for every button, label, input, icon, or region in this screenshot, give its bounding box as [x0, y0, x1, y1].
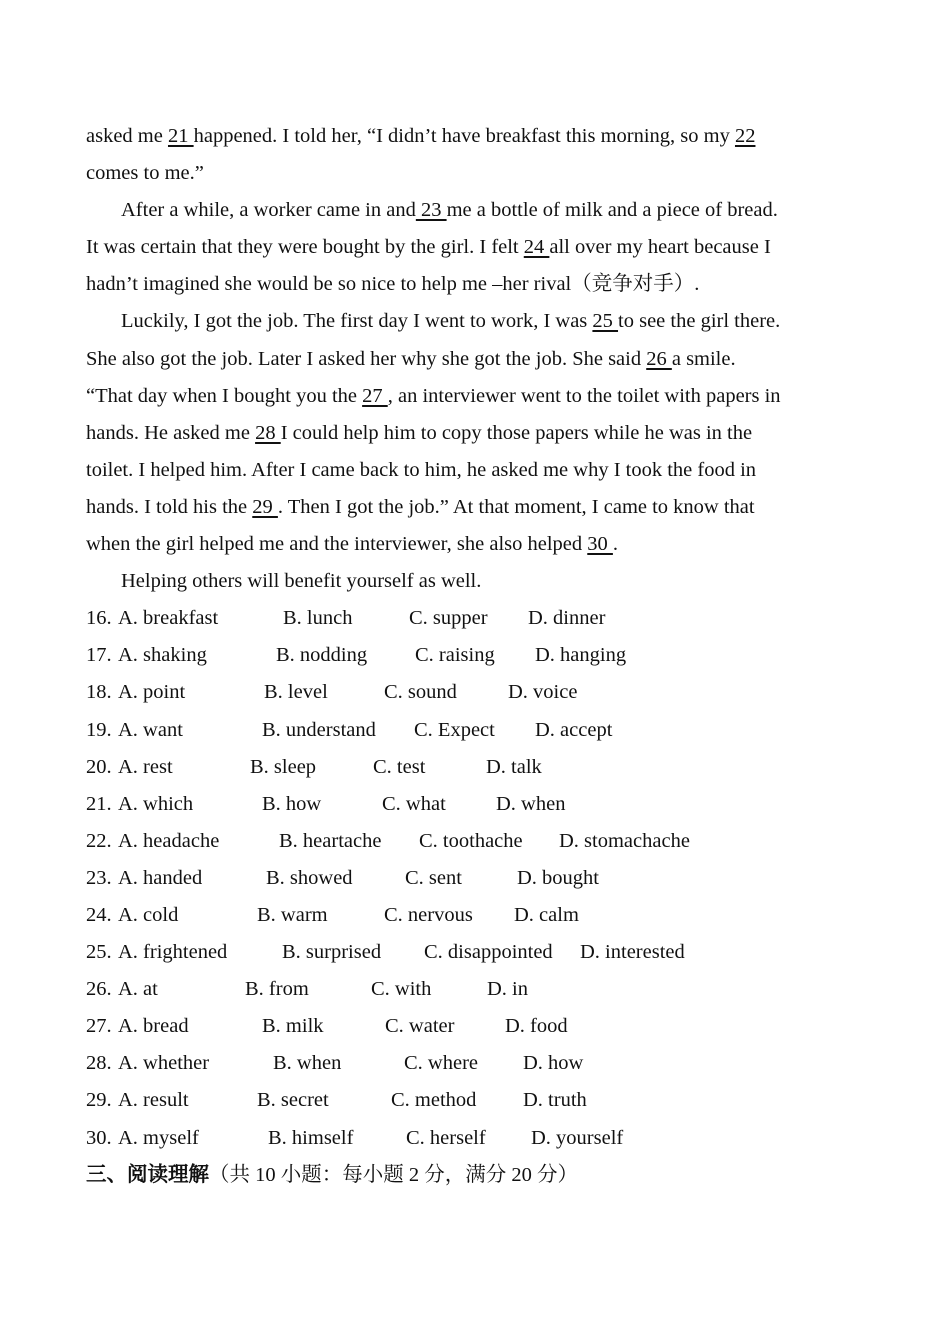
option-d: D. dinner [528, 607, 606, 630]
option-b: B. nodding [276, 644, 368, 667]
option-c: C. where [404, 1052, 479, 1075]
blank-number: 21 [167, 125, 194, 147]
question-list [86, 600, 866, 1156]
passage-text: to see the girl there. [618, 310, 781, 333]
blank-number: 22 [734, 125, 756, 147]
option-d: D. hanging [535, 644, 627, 667]
passage-text: all over my heart because I [549, 236, 771, 259]
option-c: C. method [391, 1089, 477, 1112]
option-b: B. level [264, 681, 328, 704]
option-d: D. voice [508, 681, 578, 704]
option-d: D. in [487, 978, 528, 1001]
passage-text: . Then I got the job.” At that moment, I came to know that [277, 495, 755, 518]
question-row [86, 1120, 866, 1157]
question-number: 26. [86, 978, 112, 1001]
passage-text: toilet. I helped him. After I came back to him, he asked me why I took the food in [86, 458, 757, 481]
question-number: 20. [86, 755, 112, 778]
option-a: A. which [118, 792, 194, 815]
question-row [86, 1008, 866, 1045]
option-b: B. from [245, 978, 309, 1001]
passage-text: asked me [86, 125, 168, 147]
option-a: A. frightened [118, 941, 228, 964]
passage-line [86, 266, 866, 303]
option-c: C. disappointed [424, 941, 553, 964]
option-c: C. water [385, 1015, 455, 1038]
blank-number: 23 [415, 199, 447, 222]
passage-line [86, 378, 866, 415]
blank-number: 26 [646, 347, 672, 370]
option-d: D. food [505, 1015, 568, 1038]
blank-number: 29 [252, 495, 278, 518]
question-number: 19. [86, 718, 112, 741]
option-d: D. yourself [531, 1126, 624, 1149]
passage-line [86, 303, 866, 340]
passage-text: Helping others will benefit yourself as well. [121, 570, 482, 593]
option-a: A. rest [118, 755, 173, 778]
option-a: A. at [118, 978, 158, 1001]
blank-number: 25 [592, 310, 619, 333]
question-number: 22. [86, 829, 112, 852]
question-row [86, 1082, 866, 1119]
option-a: A. headache [118, 829, 220, 852]
passage-text: a smile. [671, 347, 736, 370]
passage-text: “That day when I bought you the [86, 384, 363, 407]
question-row [86, 1045, 866, 1082]
passage-text: She also got the job. Later I asked her why she got the job. She said [86, 347, 647, 370]
passage-line [86, 341, 866, 378]
question-number: 16. [86, 607, 112, 630]
question-number: 21. [86, 792, 112, 815]
option-b: B. warm [257, 903, 328, 926]
option-b: B. himself [268, 1126, 354, 1149]
option-a: A. bread [118, 1015, 189, 1038]
passage-line [86, 415, 866, 452]
option-b: B. surprised [282, 941, 382, 964]
question-row [86, 749, 866, 786]
question-number: 17. [86, 644, 112, 667]
passage-line [86, 155, 866, 192]
question-number: 24. [86, 903, 112, 926]
section-note: （共 10 小题：每小题 2 分，满分 20 分） [209, 1163, 578, 1186]
section-heading [86, 1157, 866, 1194]
option-b: B. lunch [283, 607, 353, 630]
option-d: D. stomachache [559, 829, 690, 852]
option-c: C. sent [405, 866, 462, 889]
option-b: B. showed [266, 866, 353, 889]
passage-line [86, 229, 866, 266]
option-c: C. nervous [384, 903, 473, 926]
passage-text: , an interviewer went to the toilet with papers in [387, 384, 781, 407]
option-a: A. point [118, 681, 186, 704]
option-b: B. how [262, 792, 322, 815]
passage-text: hands. I told his the [86, 495, 253, 518]
option-a: A. breakfast [118, 607, 219, 630]
option-d: D. calm [514, 903, 579, 926]
passage-text: I could help him to copy those papers while he was in the [280, 421, 753, 444]
blank-number: 27 [362, 384, 388, 407]
passage-text: me a bottle of milk and a piece of bread. [446, 199, 778, 222]
passage-line [86, 452, 866, 489]
cloze-passage [86, 118, 866, 600]
section-title: 三、阅读理解 [86, 1163, 209, 1186]
option-b: B. understand [262, 718, 376, 741]
question-row [86, 897, 866, 934]
blank-number: 28 [255, 421, 281, 444]
option-d: D. talk [486, 755, 542, 778]
question-number: 27. [86, 1015, 112, 1038]
blank-number: 24 [523, 236, 550, 259]
option-c: C. herself [406, 1126, 486, 1149]
passage-text: hadn’t imagined she would be so nice to help me –her rival（竞争对手）. [86, 273, 700, 296]
passage-text: Luckily, I got the job. The first day I went to work, I was [121, 310, 593, 333]
blank-number: 30 [587, 533, 613, 556]
passage-text: when the girl helped me and the interviewer, she also helped [86, 533, 588, 556]
passage-line [86, 489, 866, 526]
question-row [86, 712, 866, 749]
question-row [86, 637, 866, 674]
option-c: C. Expect [414, 718, 495, 741]
question-row [86, 860, 866, 897]
passage-text: It was certain that they were bought by the girl. I felt [86, 236, 524, 259]
question-number: 29. [86, 1089, 112, 1112]
option-a: A. result [118, 1089, 189, 1112]
passage-line [86, 526, 866, 563]
question-number: 23. [86, 866, 112, 889]
question-row [86, 971, 866, 1008]
option-d: D. bought [517, 866, 599, 889]
passage-line [86, 563, 866, 600]
option-a: A. shaking [118, 644, 207, 667]
passage-text: happened. I told her, “I didn’t have breakfast this morning, so my [193, 125, 735, 147]
question-row [86, 823, 866, 860]
option-b: B. when [273, 1052, 342, 1075]
option-b: B. heartache [279, 829, 382, 852]
option-c: C. with [371, 978, 432, 1001]
question-row [86, 934, 866, 971]
option-a: A. want [118, 718, 183, 741]
question-number: 18. [86, 681, 112, 704]
passage-line [86, 118, 866, 155]
passage-text: . [612, 533, 619, 556]
document-page [86, 118, 866, 1194]
question-number: 30. [86, 1126, 112, 1149]
option-c: C. test [373, 755, 426, 778]
option-c: C. supper [409, 607, 488, 630]
option-c: C. what [382, 792, 446, 815]
passage-text: comes to me.” [86, 162, 204, 185]
option-c: C. raising [415, 644, 495, 667]
option-a: A. cold [118, 903, 179, 926]
option-a: A. whether [118, 1052, 210, 1075]
question-row [86, 674, 866, 711]
question-number: 28. [86, 1052, 112, 1075]
option-b: B. secret [257, 1089, 329, 1112]
option-c: C. toothache [419, 829, 523, 852]
option-c: C. sound [384, 681, 457, 704]
option-b: B. sleep [250, 755, 317, 778]
option-d: D. when [496, 792, 566, 815]
option-a: A. handed [118, 866, 203, 889]
passage-line [86, 192, 866, 229]
option-d: D. how [523, 1052, 584, 1075]
option-d: D. truth [523, 1089, 587, 1112]
option-a: A. myself [118, 1126, 199, 1149]
option-b: B. milk [262, 1015, 324, 1038]
option-d: D. interested [580, 941, 685, 964]
passage-text: hands. He asked me [86, 421, 256, 444]
question-row [86, 600, 866, 637]
question-row [86, 786, 866, 823]
passage-text: After a while, a worker came in and [121, 199, 416, 222]
option-d: D. accept [535, 718, 613, 741]
question-number: 25. [86, 941, 112, 964]
